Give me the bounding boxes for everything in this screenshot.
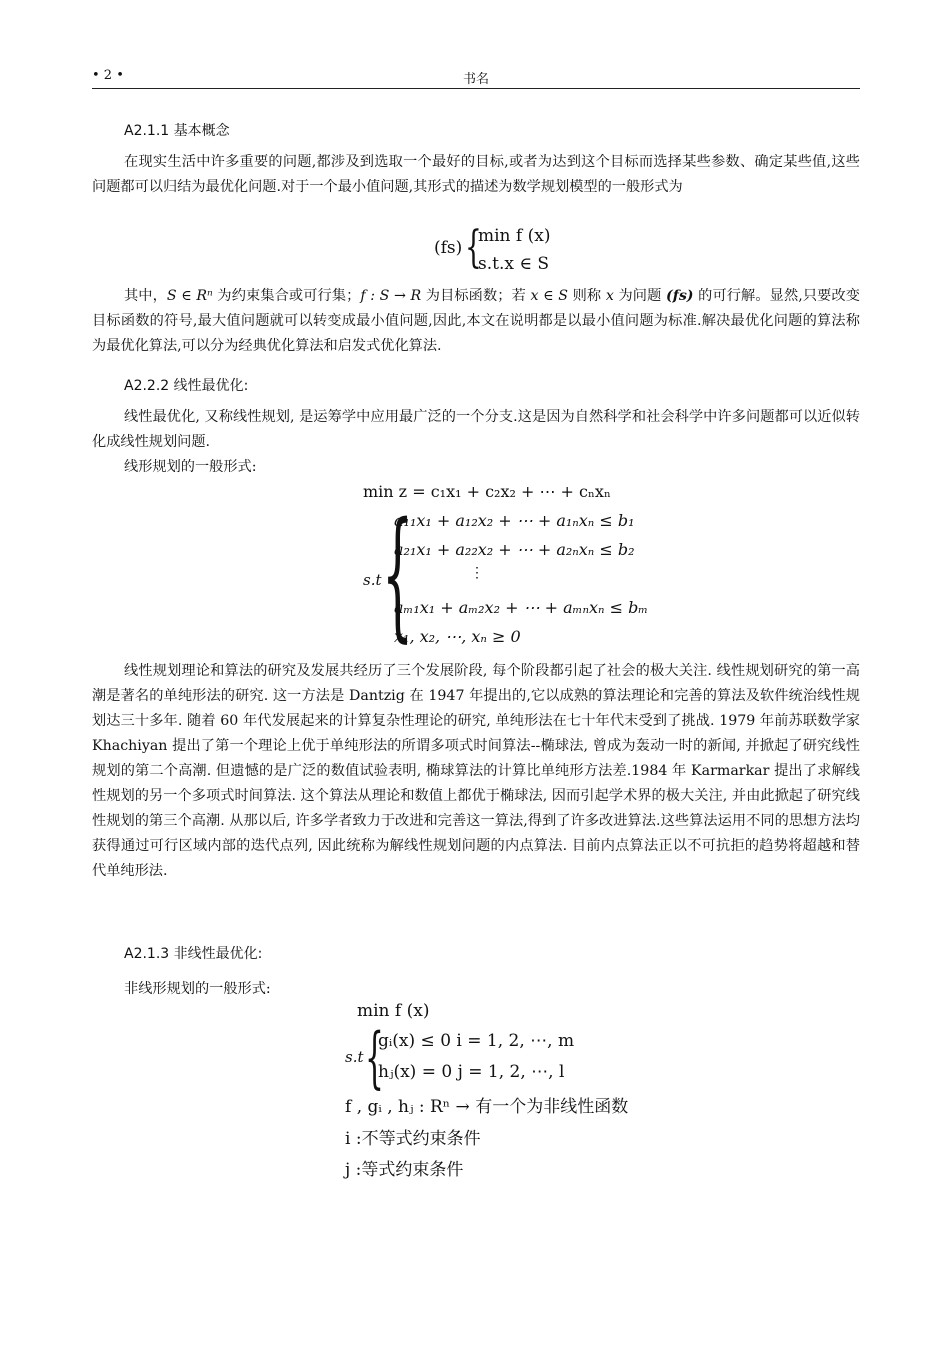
page-header: [92, 66, 860, 89]
lp-objective: min z = c₁x₁ + c₂x₂ + ⋯ + cₙxₙ: [363, 482, 611, 501]
section2-paragraph-2: 线性规划理论和算法的研究及发展共经历了三个发展阶段, 每个阶段都引起了社会的极大关注. 线性规划研究的第一高潮是著名的单纯形法的研究. 这一方法是 Dantzig 在 1947 年提出的,它以成熟的算法理论和完善的算法及软件统治线性规划达三十多年. 随着 60 年代发展起来的计算复杂性理论的研究, 单纯形法在七十年代末受到了挑战. 1979 年前苏联数学家 Khachiyan 提出了第一个理论上优于单纯形法的所谓多项式时间算法--椭球法, 曾成为轰动一时的新闻, 并掀起了研究线性规划的第二个高潮. 但遗憾的是广泛的数值试验表明, 椭球算法的计算比单纯形方法差.1984 年 Karmarkar 提出了求解线性规划的另一个多项式时间算法. 这个算法从理论和数值上都优于椭球法, 因而引起学术界的极大关注, 并由此掀起了研究线性规划的第三个高潮. 从那以后, 许多学者致力于改进和完善这一算法,得到了许多改进算法.这些算法运用不同的思想方法均获得通过可行区域内部的迭代点列, 因此统称为解线性规划问题的内点算法. 目前内点算法正以不可抗拒的趋势将超越和替代单纯形法.: [92, 663, 860, 879]
nlp-constraint-g: gᵢ(x) ≤ 0 i = 1, 2, ⋯, m: [378, 1031, 575, 1051]
lp-constraint-dots: ⋮: [470, 565, 484, 581]
section-heading-1: A2.1.1 基本概念: [124, 123, 230, 139]
nlp-constraint-h: hⱼ(x) = 0 j = 1, 2, ⋯, l: [378, 1062, 565, 1082]
nlp-note-inequality: i :不等式约束条件: [345, 1129, 481, 1149]
nlp-note-functions: f , gᵢ , hⱼ : Rⁿ → 有一个为非线性函数: [345, 1097, 629, 1117]
section2-paragraph-1: 线性最优化, 又称线性规划, 是运筹学中应用最广泛的一个分支.这是因为自然科学和社会科学中许多问题都可以近似转化成线性规划问题.: [92, 409, 860, 450]
lp-constraint-1: a₁₁x₁ + a₁₂x₂ + ⋯ + a₁ₙxₙ ≤ b₁: [394, 511, 635, 530]
book-title: 书名: [462, 72, 489, 87]
lp-form-intro: 线形规划的一般形式:: [124, 459, 257, 475]
nlp-brace: {: [365, 1019, 384, 1096]
lp-st-label: s.t: [363, 571, 382, 589]
model-constraint: s.t.x ∈ S: [478, 254, 549, 274]
model-label: (fs): [434, 238, 463, 258]
nlp-st-label: s.t: [345, 1048, 364, 1066]
section1-paragraph-2: 其中，S ∈ Rⁿ 为约束集合或可行集；f : S → R 为目标函数；若 x ∈ S 则称 x 为问题 (fs) 的可行解。显然,只要改变目标函数的符号,最大值问题就可以转变成最小值问题,因此,本文在说明都是以最小值问题为标准.解决最优化问题的算法称为最优化算法,可以分为经典优化算法和启发式优化算法.: [92, 288, 860, 354]
lp-constraint-m: aₘ₁x₁ + aₘ₂x₂ + ⋯ + aₘₙxₙ ≤ bₘ: [394, 598, 649, 617]
model-brace: {: [465, 222, 482, 273]
page-number: • 2 •: [92, 68, 124, 83]
lp-constraint-2: a₂₁x₁ + a₂₂x₂ + ⋯ + a₂ₙxₙ ≤ b₂: [394, 540, 635, 559]
nlp-objective: min f (x): [357, 1001, 430, 1021]
nlp-note-equality: j :等式约束条件: [345, 1160, 464, 1180]
model-objective: min f (x): [478, 226, 551, 246]
lp-nonnegativity: x₁, x₂, ⋯, xₙ ≥ 0: [394, 627, 521, 646]
section-heading-3: A2.1.3 非线性最优化:: [124, 946, 263, 962]
lp-brace: {: [382, 493, 414, 656]
nlp-form-intro: 非线形规划的一般形式:: [124, 981, 271, 997]
section1-paragraph-1: 在现实生活中许多重要的问题,都涉及到选取一个最好的目标,或者为达到这个目标而选择某些参数、确定某些值,这些问题都可以归结为最优化问题.对于一个最小值问题,其形式的描述为数学规划模型的一般形式为: [92, 154, 860, 195]
section-heading-2: A2.2.2 线性最优化:: [124, 378, 249, 394]
